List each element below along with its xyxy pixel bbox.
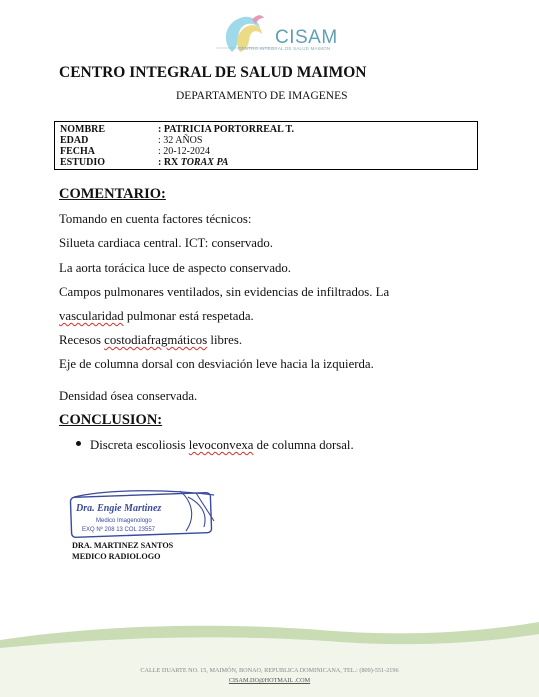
- bullet-icon: [76, 441, 81, 446]
- signatory-role: MEDICO RADIOLOGO: [72, 552, 161, 561]
- conclusion-title: CONCLUSION:: [59, 412, 163, 428]
- field-value: : RX TORAX PA: [158, 157, 229, 168]
- field-value: : 32 AÑOS: [158, 135, 203, 146]
- footer-address: CALLE DUARTE NO. 15, MAIMÓN, BONAO, REPUBLICA DOMINICANA, TEL.: (809)-551-2196: [140, 667, 399, 674]
- comentario-line: Tomando en cuenta factores técnicos:: [59, 212, 252, 226]
- comentario-line: La aorta torácica luce de aspecto conservado.: [59, 261, 291, 275]
- field-label: FECHA: [60, 146, 95, 157]
- field-label: ESTUDIO: [60, 157, 106, 168]
- comentario-title: COMENTARIO:: [59, 186, 166, 202]
- comentario-line: Silueta cardiaca central. ICT: conservado.: [59, 236, 273, 250]
- field-label: EDAD: [60, 135, 89, 146]
- signatory-name: DRA. MARTINEZ SANTOS: [72, 541, 174, 550]
- field-label: NOMBRE: [60, 124, 105, 135]
- signature-stamp: [68, 487, 220, 543]
- comentario-line: Campos pulmonares ventilados, sin evidencias de infiltrados. La: [59, 285, 390, 299]
- org-name: CENTRO INTEGRAL DE SALUD MAIMON: [59, 64, 367, 81]
- field-value: : PATRICIA PORTORREAL T.: [158, 124, 294, 135]
- stamp-exq-text: EXQ Nº 208 13 COL 23557: [82, 527, 156, 533]
- conclusion-item: Discreta escoliosis levoconvexa de columna dorsal.: [90, 438, 354, 452]
- comentario-line: vascularidad pulmonar está respetada.: [59, 309, 254, 323]
- logo-tagline: CENTRO INTEGRAL DE SALUD MAIMON: [238, 46, 331, 51]
- logo-brand-text: CISAM: [275, 27, 338, 48]
- comentario-line: Densidad ósea conservada.: [59, 389, 198, 403]
- department-name: DEPARTAMENTO DE IMAGENES: [176, 90, 348, 102]
- comentario-line: Recesos costodiafragmáticos libres.: [59, 333, 243, 347]
- stamp-name-text: Dra. Engie Martinez: [76, 503, 162, 514]
- patient-info-box: [54, 121, 478, 170]
- footer-email[interactable]: CISAM.DO@HOTMAIL .COM: [228, 677, 311, 684]
- comentario-line: Eje de columna dorsal con desviación leve hacia la izquierda.: [59, 357, 374, 371]
- stamp-role-text: Medico Imagenologo: [96, 518, 152, 524]
- field-value: : 20-12-2024: [158, 146, 210, 157]
